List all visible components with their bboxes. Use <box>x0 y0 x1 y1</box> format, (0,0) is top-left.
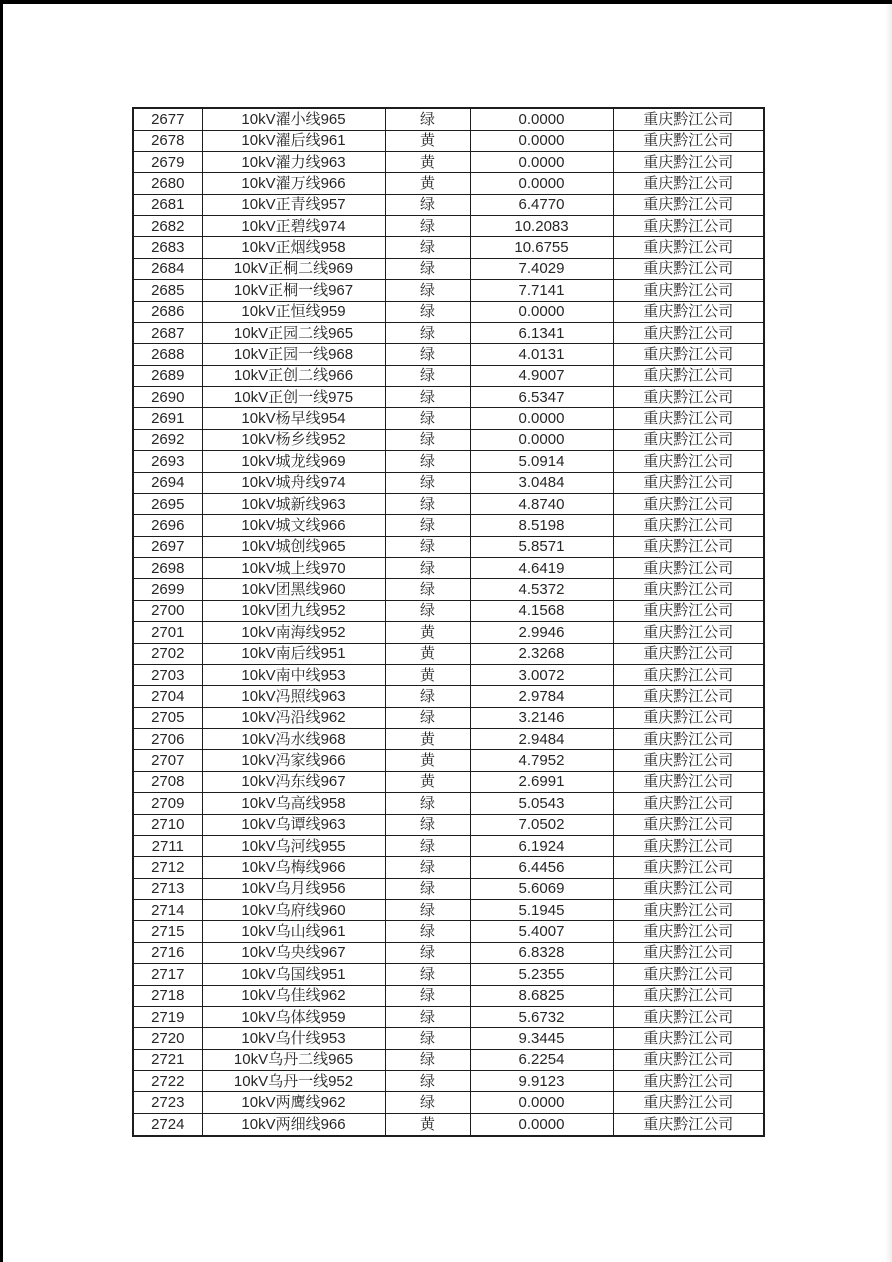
serial-cell: 2710 <box>133 814 202 835</box>
serial-cell: 2699 <box>133 579 202 600</box>
line-name-cell: 10kV正园一线968 <box>202 344 385 365</box>
table-row <box>133 1113 764 1136</box>
table-row <box>133 151 764 172</box>
serial-cell: 2706 <box>133 729 202 750</box>
table-row <box>133 108 764 130</box>
status-cell: 绿 <box>385 1006 470 1027</box>
line-name-cell: 10kV乌谭线963 <box>202 814 385 835</box>
serial-cell: 2697 <box>133 536 202 557</box>
table-row <box>133 558 764 579</box>
company-cell: 重庆黔江公司 <box>613 1006 764 1027</box>
status-cell: 绿 <box>385 814 470 835</box>
company-cell: 重庆黔江公司 <box>613 964 764 985</box>
value-cell: 5.1945 <box>470 900 613 921</box>
serial-cell: 2690 <box>133 387 202 408</box>
table-row <box>133 194 764 215</box>
serial-cell: 2715 <box>133 921 202 942</box>
company-cell: 重庆黔江公司 <box>613 258 764 279</box>
value-cell: 4.7952 <box>470 750 613 771</box>
status-cell: 绿 <box>385 900 470 921</box>
table-row <box>133 750 764 771</box>
line-name-cell: 10kV乌府线960 <box>202 900 385 921</box>
serial-cell: 2704 <box>133 686 202 707</box>
table-row <box>133 643 764 664</box>
table-row <box>133 942 764 963</box>
line-name-cell: 10kV濯小线965 <box>202 108 385 130</box>
company-cell: 重庆黔江公司 <box>613 387 764 408</box>
company-cell: 重庆黔江公司 <box>613 558 764 579</box>
table-row <box>133 408 764 429</box>
value-cell: 9.9123 <box>470 1071 613 1092</box>
table-row <box>133 216 764 237</box>
status-cell: 绿 <box>385 429 470 450</box>
value-cell: 5.0543 <box>470 793 613 814</box>
status-cell: 绿 <box>385 878 470 899</box>
value-cell: 6.2254 <box>470 1049 613 1070</box>
value-cell: 10.2083 <box>470 216 613 237</box>
company-cell: 重庆黔江公司 <box>613 793 764 814</box>
status-cell: 黄 <box>385 622 470 643</box>
table-row <box>133 729 764 750</box>
value-cell: 6.4456 <box>470 857 613 878</box>
status-cell: 绿 <box>385 493 470 514</box>
table-row <box>133 472 764 493</box>
line-name-cell: 10kV南中线953 <box>202 664 385 685</box>
table-row <box>133 622 764 643</box>
company-cell: 重庆黔江公司 <box>613 301 764 322</box>
company-cell: 重庆黔江公司 <box>613 600 764 621</box>
value-cell: 2.3268 <box>470 643 613 664</box>
value-cell: 4.9007 <box>470 365 613 386</box>
status-cell: 绿 <box>385 793 470 814</box>
line-name-cell: 10kV乌国线951 <box>202 964 385 985</box>
value-cell: 5.4007 <box>470 921 613 942</box>
value-cell: 2.9484 <box>470 729 613 750</box>
company-cell: 重庆黔江公司 <box>613 686 764 707</box>
company-cell: 重庆黔江公司 <box>613 493 764 514</box>
company-cell: 重庆黔江公司 <box>613 344 764 365</box>
table-row <box>133 322 764 343</box>
serial-cell: 2702 <box>133 643 202 664</box>
value-cell: 5.8571 <box>470 536 613 557</box>
value-cell: 0.0000 <box>470 429 613 450</box>
scan-edge-left <box>0 0 3 1262</box>
serial-cell: 2720 <box>133 1028 202 1049</box>
line-name-cell: 10kV团九线952 <box>202 600 385 621</box>
value-cell: 2.6991 <box>470 771 613 792</box>
value-cell: 0.0000 <box>470 173 613 194</box>
status-cell: 绿 <box>385 707 470 728</box>
company-cell: 重庆黔江公司 <box>613 108 764 130</box>
value-cell: 2.9784 <box>470 686 613 707</box>
value-cell: 6.5347 <box>470 387 613 408</box>
value-cell: 0.0000 <box>470 130 613 151</box>
serial-cell: 2721 <box>133 1049 202 1070</box>
company-cell: 重庆黔江公司 <box>613 1049 764 1070</box>
company-cell: 重庆黔江公司 <box>613 985 764 1006</box>
table-row <box>133 707 764 728</box>
table-row <box>133 964 764 985</box>
serial-cell: 2716 <box>133 942 202 963</box>
line-name-cell: 10kV乌佳线962 <box>202 985 385 1006</box>
company-cell: 重庆黔江公司 <box>613 536 764 557</box>
line-name-cell: 10kV冯东线967 <box>202 771 385 792</box>
value-cell: 7.0502 <box>470 814 613 835</box>
line-name-cell: 10kV团黑线960 <box>202 579 385 600</box>
status-cell: 绿 <box>385 600 470 621</box>
serial-cell: 2712 <box>133 857 202 878</box>
line-name-cell: 10kV城上线970 <box>202 558 385 579</box>
status-cell: 绿 <box>385 942 470 963</box>
serial-cell: 2683 <box>133 237 202 258</box>
table-row <box>133 900 764 921</box>
status-cell: 绿 <box>385 1092 470 1113</box>
line-name-cell: 10kV冯家线966 <box>202 750 385 771</box>
line-name-cell: 10kV杨乡线952 <box>202 429 385 450</box>
serial-cell: 2714 <box>133 900 202 921</box>
company-cell: 重庆黔江公司 <box>613 878 764 899</box>
line-name-cell: 10kV乌体线959 <box>202 1006 385 1027</box>
serial-cell: 2692 <box>133 429 202 450</box>
table-row <box>133 664 764 685</box>
company-cell: 重庆黔江公司 <box>613 515 764 536</box>
table-row <box>133 258 764 279</box>
status-cell: 黄 <box>385 151 470 172</box>
status-cell: 绿 <box>385 387 470 408</box>
company-cell: 重庆黔江公司 <box>613 322 764 343</box>
value-cell: 7.7141 <box>470 280 613 301</box>
company-cell: 重庆黔江公司 <box>613 942 764 963</box>
company-cell: 重庆黔江公司 <box>613 1028 764 1049</box>
value-cell: 4.5372 <box>470 579 613 600</box>
serial-cell: 2694 <box>133 472 202 493</box>
value-cell: 2.9946 <box>470 622 613 643</box>
status-cell: 黄 <box>385 750 470 771</box>
status-cell: 绿 <box>385 237 470 258</box>
serial-cell: 2709 <box>133 793 202 814</box>
line-name-cell: 10kV正园二线965 <box>202 322 385 343</box>
line-status-table <box>132 107 765 1137</box>
table-row <box>133 686 764 707</box>
company-cell: 重庆黔江公司 <box>613 729 764 750</box>
company-cell: 重庆黔江公司 <box>613 429 764 450</box>
line-name-cell: 10kV城创线965 <box>202 536 385 557</box>
value-cell: 8.6825 <box>470 985 613 1006</box>
company-cell: 重庆黔江公司 <box>613 643 764 664</box>
line-name-cell: 10kV冯照线963 <box>202 686 385 707</box>
scan-edge-right <box>885 0 892 1262</box>
status-cell: 黄 <box>385 173 470 194</box>
line-name-cell: 10kV两细线966 <box>202 1113 385 1136</box>
line-name-cell: 10kV乌高线958 <box>202 793 385 814</box>
line-name-cell: 10kV正创二线966 <box>202 365 385 386</box>
status-cell: 绿 <box>385 216 470 237</box>
table-row <box>133 515 764 536</box>
company-cell: 重庆黔江公司 <box>613 1092 764 1113</box>
value-cell: 5.6732 <box>470 1006 613 1027</box>
line-name-cell: 10kV乌河线955 <box>202 835 385 856</box>
serial-cell: 2691 <box>133 408 202 429</box>
value-cell: 0.0000 <box>470 1113 613 1136</box>
serial-cell: 2680 <box>133 173 202 194</box>
table-body <box>133 108 764 1136</box>
status-cell: 绿 <box>385 322 470 343</box>
value-cell: 5.0914 <box>470 451 613 472</box>
serial-cell: 2717 <box>133 964 202 985</box>
line-name-cell: 10kV乌丹二线965 <box>202 1049 385 1070</box>
line-name-cell: 10kV冯水线968 <box>202 729 385 750</box>
line-name-cell: 10kV正恒线959 <box>202 301 385 322</box>
company-cell: 重庆黔江公司 <box>613 130 764 151</box>
table-row <box>133 451 764 472</box>
status-cell: 绿 <box>385 451 470 472</box>
table-row <box>133 921 764 942</box>
serial-cell: 2681 <box>133 194 202 215</box>
status-cell: 绿 <box>385 686 470 707</box>
line-name-cell: 10kV城龙线969 <box>202 451 385 472</box>
line-name-cell: 10kV乌丹一线952 <box>202 1071 385 1092</box>
status-cell: 黄 <box>385 130 470 151</box>
status-cell: 绿 <box>385 857 470 878</box>
value-cell: 0.0000 <box>470 108 613 130</box>
line-name-cell: 10kV正桐一线967 <box>202 280 385 301</box>
company-cell: 重庆黔江公司 <box>613 1071 764 1092</box>
table-row <box>133 878 764 899</box>
line-name-cell: 10kV正桐二线969 <box>202 258 385 279</box>
status-cell: 绿 <box>385 194 470 215</box>
company-cell: 重庆黔江公司 <box>613 857 764 878</box>
value-cell: 3.0072 <box>470 664 613 685</box>
value-cell: 4.1568 <box>470 600 613 621</box>
serial-cell: 2700 <box>133 600 202 621</box>
serial-cell: 2722 <box>133 1071 202 1092</box>
status-cell: 绿 <box>385 1049 470 1070</box>
table-row <box>133 771 764 792</box>
status-cell: 绿 <box>385 365 470 386</box>
serial-cell: 2677 <box>133 108 202 130</box>
status-cell: 绿 <box>385 558 470 579</box>
table-row <box>133 1028 764 1049</box>
value-cell: 4.6419 <box>470 558 613 579</box>
value-cell: 6.4770 <box>470 194 613 215</box>
table-row <box>133 429 764 450</box>
serial-cell: 2688 <box>133 344 202 365</box>
table-row <box>133 600 764 621</box>
status-cell: 绿 <box>385 301 470 322</box>
value-cell: 7.4029 <box>470 258 613 279</box>
line-name-cell: 10kV正碧线974 <box>202 216 385 237</box>
company-cell: 重庆黔江公司 <box>613 237 764 258</box>
status-cell: 绿 <box>385 108 470 130</box>
line-name-cell: 10kV正青线957 <box>202 194 385 215</box>
company-cell: 重庆黔江公司 <box>613 622 764 643</box>
serial-cell: 2708 <box>133 771 202 792</box>
company-cell: 重庆黔江公司 <box>613 1113 764 1136</box>
table-row <box>133 1092 764 1113</box>
value-cell: 0.0000 <box>470 408 613 429</box>
value-cell: 6.1924 <box>470 835 613 856</box>
value-cell: 3.0484 <box>470 472 613 493</box>
status-cell: 绿 <box>385 921 470 942</box>
value-cell: 10.6755 <box>470 237 613 258</box>
company-cell: 重庆黔江公司 <box>613 216 764 237</box>
value-cell: 8.5198 <box>470 515 613 536</box>
table-row <box>133 1006 764 1027</box>
company-cell: 重庆黔江公司 <box>613 664 764 685</box>
line-name-cell: 10kV城新线963 <box>202 493 385 514</box>
table-row <box>133 814 764 835</box>
line-name-cell: 10kV乌央线967 <box>202 942 385 963</box>
table-row <box>133 280 764 301</box>
status-cell: 绿 <box>385 536 470 557</box>
table-row <box>133 344 764 365</box>
line-name-cell: 10kV乌月线956 <box>202 878 385 899</box>
status-cell: 绿 <box>385 344 470 365</box>
line-name-cell: 10kV杨早线954 <box>202 408 385 429</box>
serial-cell: 2723 <box>133 1092 202 1113</box>
serial-cell: 2707 <box>133 750 202 771</box>
serial-cell: 2678 <box>133 130 202 151</box>
company-cell: 重庆黔江公司 <box>613 365 764 386</box>
line-name-cell: 10kV南海线952 <box>202 622 385 643</box>
serial-cell: 2684 <box>133 258 202 279</box>
status-cell: 绿 <box>385 985 470 1006</box>
serial-cell: 2711 <box>133 835 202 856</box>
value-cell: 6.8328 <box>470 942 613 963</box>
table-row <box>133 857 764 878</box>
line-name-cell: 10kV濯后线961 <box>202 130 385 151</box>
status-cell: 绿 <box>385 472 470 493</box>
table-row <box>133 835 764 856</box>
status-cell: 绿 <box>385 835 470 856</box>
serial-cell: 2679 <box>133 151 202 172</box>
value-cell: 3.2146 <box>470 707 613 728</box>
serial-cell: 2724 <box>133 1113 202 1136</box>
line-name-cell: 10kV冯沿线962 <box>202 707 385 728</box>
serial-cell: 2685 <box>133 280 202 301</box>
value-cell: 0.0000 <box>470 1092 613 1113</box>
table-row <box>133 237 764 258</box>
table-row <box>133 536 764 557</box>
status-cell: 黄 <box>385 643 470 664</box>
line-name-cell: 10kV正创一线975 <box>202 387 385 408</box>
serial-cell: 2695 <box>133 493 202 514</box>
company-cell: 重庆黔江公司 <box>613 472 764 493</box>
line-name-cell: 10kV乌山线961 <box>202 921 385 942</box>
table-row <box>133 1049 764 1070</box>
scan-edge-top <box>0 0 892 4</box>
table-row <box>133 1071 764 1092</box>
status-cell: 绿 <box>385 964 470 985</box>
line-name-cell: 10kV濯万线966 <box>202 173 385 194</box>
serial-cell: 2682 <box>133 216 202 237</box>
serial-cell: 2687 <box>133 322 202 343</box>
serial-cell: 2713 <box>133 878 202 899</box>
company-cell: 重庆黔江公司 <box>613 750 764 771</box>
value-cell: 5.6069 <box>470 878 613 899</box>
table-row <box>133 301 764 322</box>
serial-cell: 2703 <box>133 664 202 685</box>
serial-cell: 2698 <box>133 558 202 579</box>
serial-cell: 2719 <box>133 1006 202 1027</box>
status-cell: 绿 <box>385 579 470 600</box>
line-name-cell: 10kV南后线951 <box>202 643 385 664</box>
table-row <box>133 793 764 814</box>
table-row <box>133 130 764 151</box>
serial-cell: 2701 <box>133 622 202 643</box>
status-cell: 绿 <box>385 408 470 429</box>
line-name-cell: 10kV濯力线963 <box>202 151 385 172</box>
value-cell: 9.3445 <box>470 1028 613 1049</box>
line-name-cell: 10kV两鹰线962 <box>202 1092 385 1113</box>
value-cell: 4.0131 <box>470 344 613 365</box>
value-cell: 6.1341 <box>470 322 613 343</box>
table-row <box>133 173 764 194</box>
serial-cell: 2693 <box>133 451 202 472</box>
line-name-cell: 10kV城文线966 <box>202 515 385 536</box>
line-name-cell: 10kV乌梅线966 <box>202 857 385 878</box>
table-row <box>133 985 764 1006</box>
company-cell: 重庆黔江公司 <box>613 921 764 942</box>
status-cell: 黄 <box>385 771 470 792</box>
status-cell: 黄 <box>385 664 470 685</box>
value-cell: 4.8740 <box>470 493 613 514</box>
company-cell: 重庆黔江公司 <box>613 900 764 921</box>
company-cell: 重庆黔江公司 <box>613 173 764 194</box>
serial-cell: 2696 <box>133 515 202 536</box>
status-cell: 绿 <box>385 1028 470 1049</box>
status-cell: 绿 <box>385 515 470 536</box>
company-cell: 重庆黔江公司 <box>613 707 764 728</box>
table-row <box>133 579 764 600</box>
status-cell: 黄 <box>385 1113 470 1136</box>
serial-cell: 2689 <box>133 365 202 386</box>
status-cell: 绿 <box>385 1071 470 1092</box>
company-cell: 重庆黔江公司 <box>613 408 764 429</box>
company-cell: 重庆黔江公司 <box>613 771 764 792</box>
status-cell: 黄 <box>385 729 470 750</box>
table-row <box>133 493 764 514</box>
status-cell: 绿 <box>385 258 470 279</box>
line-name-cell: 10kV城舟线974 <box>202 472 385 493</box>
company-cell: 重庆黔江公司 <box>613 280 764 301</box>
value-cell: 5.2355 <box>470 964 613 985</box>
line-name-cell: 10kV乌什线953 <box>202 1028 385 1049</box>
company-cell: 重庆黔江公司 <box>613 451 764 472</box>
status-cell: 绿 <box>385 280 470 301</box>
serial-cell: 2686 <box>133 301 202 322</box>
company-cell: 重庆黔江公司 <box>613 835 764 856</box>
company-cell: 重庆黔江公司 <box>613 151 764 172</box>
company-cell: 重庆黔江公司 <box>613 814 764 835</box>
table-row <box>133 365 764 386</box>
serial-cell: 2705 <box>133 707 202 728</box>
value-cell: 0.0000 <box>470 151 613 172</box>
table-row <box>133 387 764 408</box>
company-cell: 重庆黔江公司 <box>613 194 764 215</box>
line-name-cell: 10kV正烟线958 <box>202 237 385 258</box>
value-cell: 0.0000 <box>470 301 613 322</box>
serial-cell: 2718 <box>133 985 202 1006</box>
company-cell: 重庆黔江公司 <box>613 579 764 600</box>
